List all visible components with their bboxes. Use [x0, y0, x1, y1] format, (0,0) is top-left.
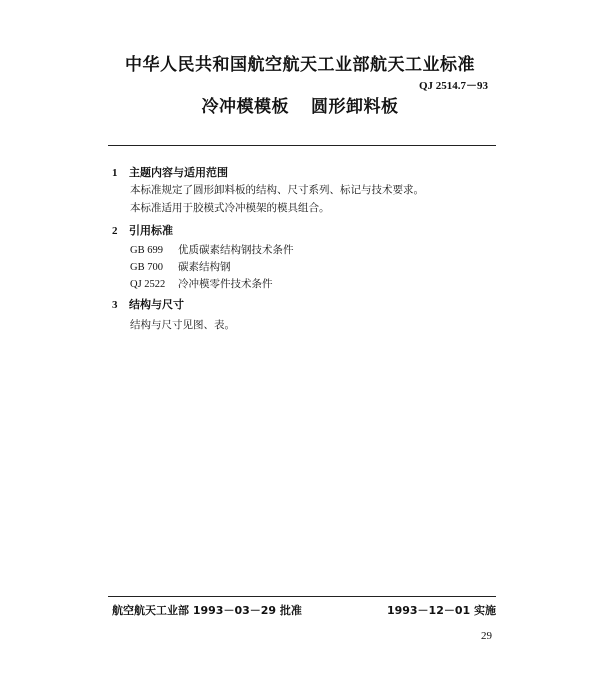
implementation-line: 1993－12－01 实施 — [386, 604, 496, 617]
section-2-heading — [112, 222, 173, 238]
reference-item — [130, 242, 294, 257]
approval-line: 航空航天工业部 1993－03－29 批准 — [112, 604, 302, 617]
page-number: 29 — [481, 630, 492, 642]
organization-title: 中华人民共和国航空航天工业部航天工业标准 — [125, 55, 475, 75]
reference-item — [130, 276, 273, 291]
section-1-number: 1 — [112, 167, 118, 179]
section-1-title: 主题内容与适用范围 — [129, 166, 228, 179]
document-title-part1: 冷冲模模板 — [201, 97, 289, 117]
reference-code: GB 699 — [130, 245, 163, 256]
reference-item — [130, 259, 231, 274]
document-title-part2: 圆形卸料板 — [311, 97, 399, 117]
section-3-paragraph-1: 结构与尺寸见图、表。 — [130, 319, 235, 331]
document-title — [0, 92, 600, 117]
header-rule — [108, 145, 496, 146]
section-3-number: 3 — [112, 299, 118, 311]
reference-title: 冷冲模零件技术条件 — [178, 278, 273, 290]
section-2-number: 2 — [112, 225, 118, 237]
section-2-title: 引用标准 — [129, 224, 173, 237]
footer-rule — [108, 596, 496, 597]
reference-title: 优质碳素结构钢技术条件 — [178, 244, 294, 256]
section-3-title: 结构与尺寸 — [129, 298, 184, 311]
section-1-paragraph-2: 本标准适用于胶模式冷冲模架的模具组合。 — [130, 202, 330, 214]
reference-code: QJ 2522 — [130, 279, 166, 290]
reference-title: 碳素结构钢 — [178, 261, 231, 273]
section-3-heading — [112, 296, 184, 312]
section-1-paragraph-1: 本标准规定了圆形卸料板的结构、尺寸系列、标记与技术要求。 — [130, 184, 424, 196]
reference-code: GB 700 — [130, 262, 163, 273]
standard-code: QJ 2514.7－93 — [418, 80, 488, 92]
section-1-heading — [112, 164, 228, 180]
